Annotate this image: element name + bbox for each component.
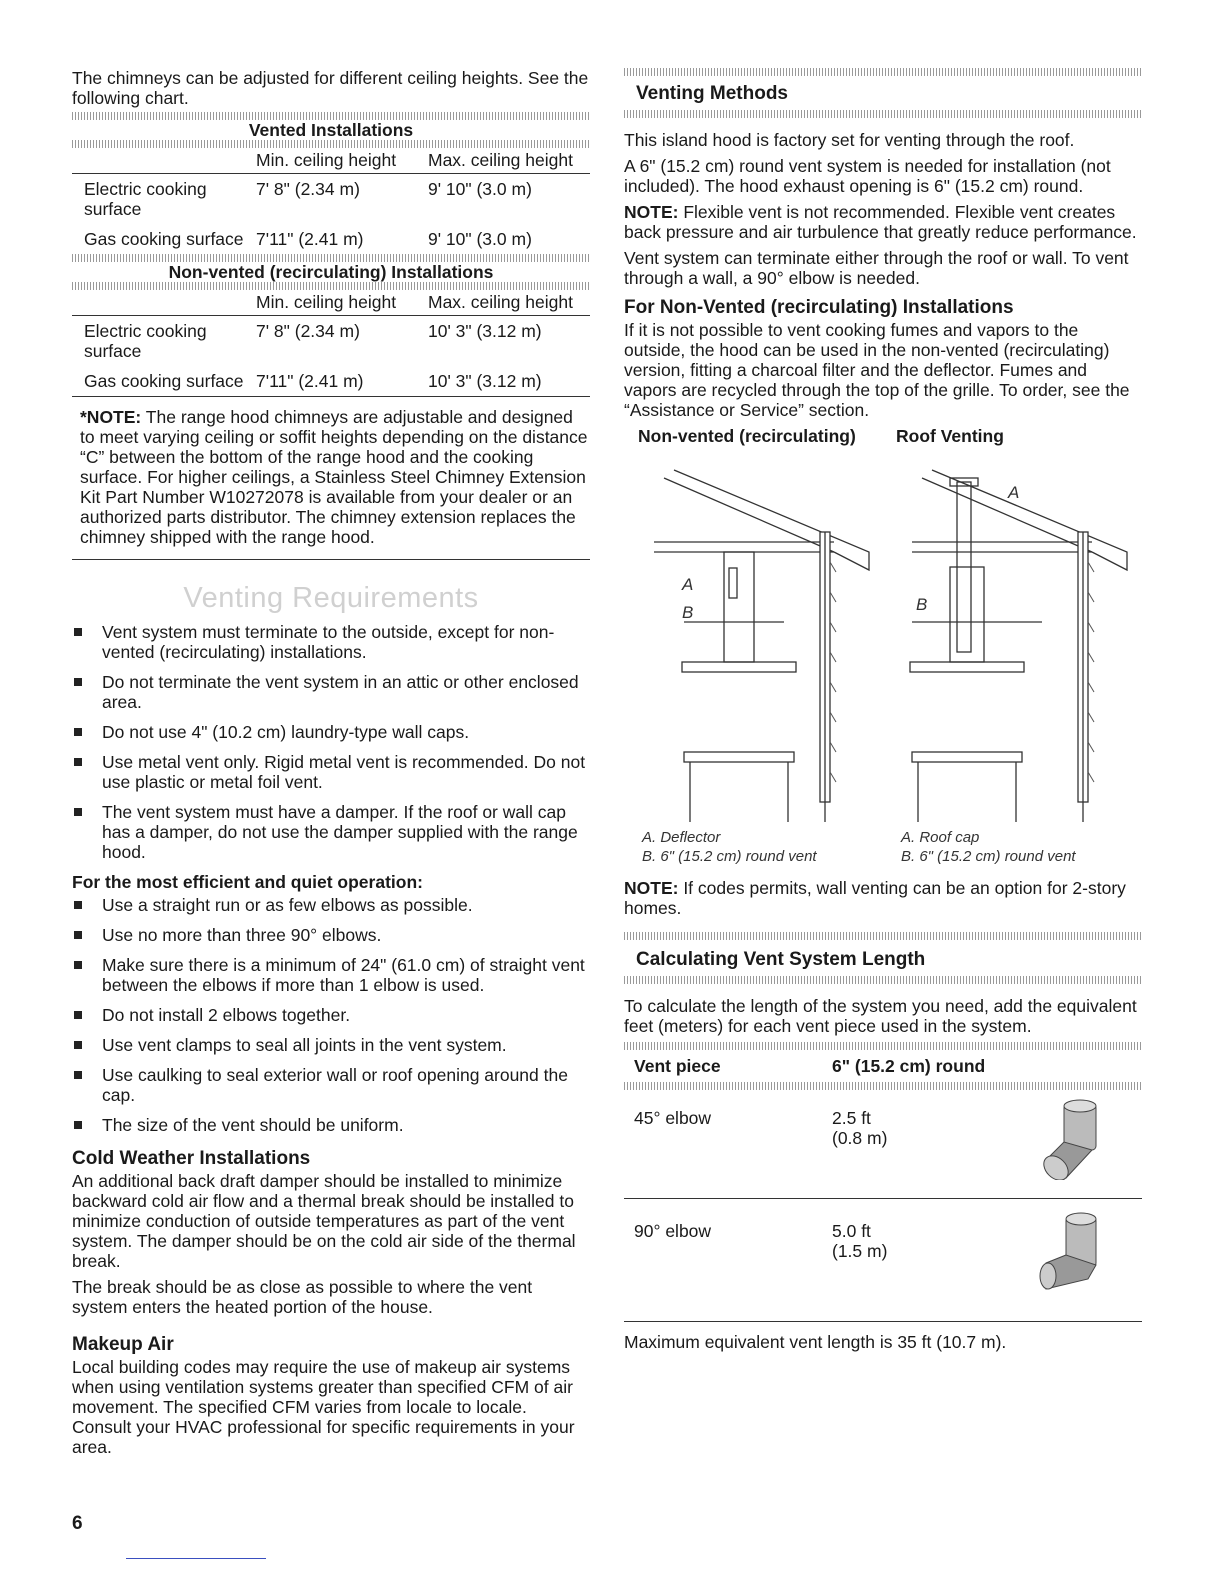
table-row <box>72 366 590 396</box>
section-divider <box>624 68 1142 76</box>
row-max: 9' 10" (3.0 m) <box>428 229 532 249</box>
left-column <box>72 68 590 1463</box>
vent-ft: 2.5 ft <box>832 1108 871 1128</box>
row-label: Electric cooking surface <box>84 321 207 361</box>
table-row <box>72 174 590 225</box>
row-min: 7'11" (2.41 m) <box>256 229 364 249</box>
vent-m: (1.5 m) <box>832 1241 888 1261</box>
list-item: Do not terminate the vent system in an attic or other enclosed area. <box>72 672 590 712</box>
table-divider <box>624 1082 1142 1090</box>
list-item: Use caulking to seal exterior wall or roof opening around the cap. <box>72 1065 590 1105</box>
section-divider <box>624 932 1142 940</box>
vent-table-header <box>624 1050 1142 1082</box>
table-divider <box>72 282 590 290</box>
vented-col-min: Min. ceiling height <box>244 148 416 174</box>
diagram-letter: B <box>916 595 928 614</box>
vent-piece: 45° elbow <box>634 1108 712 1128</box>
requirements-list <box>72 622 590 862</box>
vent-ft: 5.0 ft <box>832 1221 871 1241</box>
vent-piece: 90° elbow <box>634 1221 712 1241</box>
list-item: Make sure there is a minimum of 24" (61.0 cm) of straight vent between the elbows if more than 1 elbow is used. <box>72 955 590 995</box>
list-item: Use metal vent only. Rigid metal vent is recommended. Do not use plastic or metal foil vent. <box>72 752 590 792</box>
table-divider <box>72 112 590 120</box>
calc-text: To calculate the length of the system you need, add the equivalent feet (meters) for each vent piece used in the system. <box>624 996 1137 1036</box>
max-length-text: Maximum equivalent vent length is 35 ft (10.7 m). <box>624 1332 1007 1352</box>
section-title: Venting Requirements <box>183 582 479 614</box>
row-max: 9' 10" (3.0 m) <box>428 179 532 199</box>
caption-left <box>624 828 883 866</box>
row-label: Electric cooking surface <box>84 179 207 219</box>
note-label: NOTE: <box>624 202 679 222</box>
list-item: The vent system must have a damper. If the roof or wall cap has a damper, do not use the damper supplied with the range hood. <box>72 802 590 862</box>
list-item: Use a straight run or as few elbows as possible. <box>72 895 590 915</box>
chimney-intro: The chimneys can be adjusted for different ceiling heights. See the following chart. <box>72 68 589 108</box>
row-min: 7'11" (2.41 m) <box>256 371 364 391</box>
venting-methods-title: Venting Methods <box>636 83 788 104</box>
note-text: The range hood chimneys are adjustable and designed to meet varying ceiling or soffit heights depending on the distance “C” between the bottom of the range hood and the cooking surface. For higher ceilings, a Stainless Steel Chimney Extension Kit Part Number W10272078 is available from your dealer or an authorized parts distributor. The chimney extension replaces the chimney shipped with the range hood. <box>80 407 588 547</box>
caption-line: B. 6" (15.2 cm) round vent <box>901 848 1076 865</box>
table-row <box>72 316 590 367</box>
cold-weather-text-2: The break should be as close as possible to where the vent system enters the heated portion of the house. <box>72 1277 533 1317</box>
row-min: 7' 8" (2.34 m) <box>256 321 360 341</box>
list-item: Do not use 4" (10.2 cm) laundry-type wall caps. <box>72 722 590 742</box>
installation-diagram <box>624 452 1142 822</box>
caption-right <box>883 828 1142 866</box>
codes-note <box>624 878 1142 918</box>
vent-col-piece: Vent piece <box>634 1056 721 1076</box>
roof-venting-diagram <box>882 470 1127 822</box>
table-row <box>72 224 590 254</box>
row-label: Gas cooking surface <box>84 229 244 249</box>
methods-note <box>624 202 1142 242</box>
section-divider <box>624 976 1142 984</box>
calc-title: Calculating Vent System Length <box>636 949 926 970</box>
vented-title: Vented Installations <box>248 120 414 140</box>
footer-line <box>126 1558 266 1559</box>
list-item: The size of the vent should be uniform. <box>72 1115 590 1135</box>
diagram-labels <box>624 426 1142 446</box>
caption-line: A. Deflector <box>642 829 721 846</box>
list-item: Vent system must terminate to the outside, except for non-vented (recirculating) installations. <box>72 622 590 662</box>
cold-weather-text: An additional back draft damper should be installed to minimize backward cold air flow and a thermal break should be installed to minimize conduction of outside temperatures as part of the vent system. The damper should be on the cold air side of the thermal break. <box>72 1171 576 1271</box>
vent-m: (0.8 m) <box>832 1128 888 1148</box>
elbow-90-icon <box>1032 1205 1102 1295</box>
page-number: 6 <box>72 1513 83 1534</box>
list-item: Use vent clamps to seal all joints in the vent system. <box>72 1035 590 1055</box>
nonvented-col-min: Min. ceiling height <box>244 290 416 316</box>
section-divider <box>624 110 1142 118</box>
nonvented-title: Non-vented (recirculating) Installations <box>168 262 494 282</box>
nonvented-text: If it is not possible to vent cooking fumes and vapors to the outside, the hood can be used in the non-vented (recirculating) version, fitting a charcoal filter and the deflector. Fumes and vapors are recycled through the top of the grille. To order, see the “Assistance or Service” section. <box>624 320 1130 420</box>
elbow-45-icon <box>1032 1094 1102 1180</box>
row-max: 10' 3" (3.12 m) <box>428 371 542 391</box>
list-item: Do not install 2 elbows together. <box>72 1005 590 1025</box>
caption-line: A. Roof cap <box>901 829 980 846</box>
list-item: Use no more than three 90° elbows. <box>72 925 590 945</box>
nonvented-diagram <box>654 470 869 822</box>
table-divider <box>72 254 590 262</box>
methods-text: Vent system can terminate either through the roof or wall. To vent through a wall, a 90° elbow is needed. <box>624 248 1129 288</box>
diagram-left-title: Non-vented (recirculating) <box>638 426 856 446</box>
vent-length-table <box>624 1042 1142 1322</box>
makeup-air-heading: Makeup Air <box>72 1334 174 1355</box>
chimney-note <box>72 407 590 560</box>
table-divider <box>624 1042 1142 1050</box>
row-min: 7' 8" (2.34 m) <box>256 179 360 199</box>
diagram-letter: A <box>682 575 694 594</box>
vent-col-round: 6" (15.2 cm) round <box>832 1056 986 1076</box>
row-max: 10' 3" (3.12 m) <box>428 321 542 341</box>
diagram-captions <box>624 828 1142 866</box>
diagram-letter: B <box>682 603 694 622</box>
table-row <box>624 1090 1142 1199</box>
makeup-air-text: Local building codes may require the use of makeup air systems when using ventilation systems greater than specified CFM of air movement. The specified CFM varies from locale to locale. Consult your HVAC professional for specific requirements in your area. <box>72 1357 575 1457</box>
efficient-list <box>72 895 590 1135</box>
nonvented-heading: For Non-Vented (recirculating) Installations <box>624 297 1014 318</box>
note-label: *NOTE: <box>80 407 142 427</box>
ceiling-height-table <box>72 120 590 396</box>
diagram-right-title: Roof Venting <box>896 426 1004 446</box>
right-column <box>624 68 1142 1358</box>
note-text: If codes permits, wall venting can be an option for 2-story homes. <box>624 878 1126 918</box>
note-label: NOTE: <box>624 878 679 898</box>
table-divider <box>72 140 590 148</box>
table-row <box>624 1199 1142 1322</box>
note-text: Flexible vent is not recommended. Flexible vent creates back pressure and air turbulence that greatly reduce performance. <box>624 202 1137 242</box>
vented-col-max: Max. ceiling height <box>416 148 590 174</box>
diagram-letter: A <box>1008 483 1020 502</box>
cold-weather-heading: Cold Weather Installations <box>72 1148 311 1169</box>
methods-text: A 6" (15.2 cm) round vent system is needed for installation (not included). The hood exhaust opening is 6" (15.2 cm) round. <box>624 156 1111 196</box>
row-label: Gas cooking surface <box>84 371 244 391</box>
methods-text: This island hood is factory set for venting through the roof. <box>624 130 1075 150</box>
efficient-heading: For the most efficient and quiet operation: <box>72 872 423 892</box>
nonvented-col-max: Max. ceiling height <box>416 290 590 316</box>
caption-line: B. 6" (15.2 cm) round vent <box>642 848 817 865</box>
